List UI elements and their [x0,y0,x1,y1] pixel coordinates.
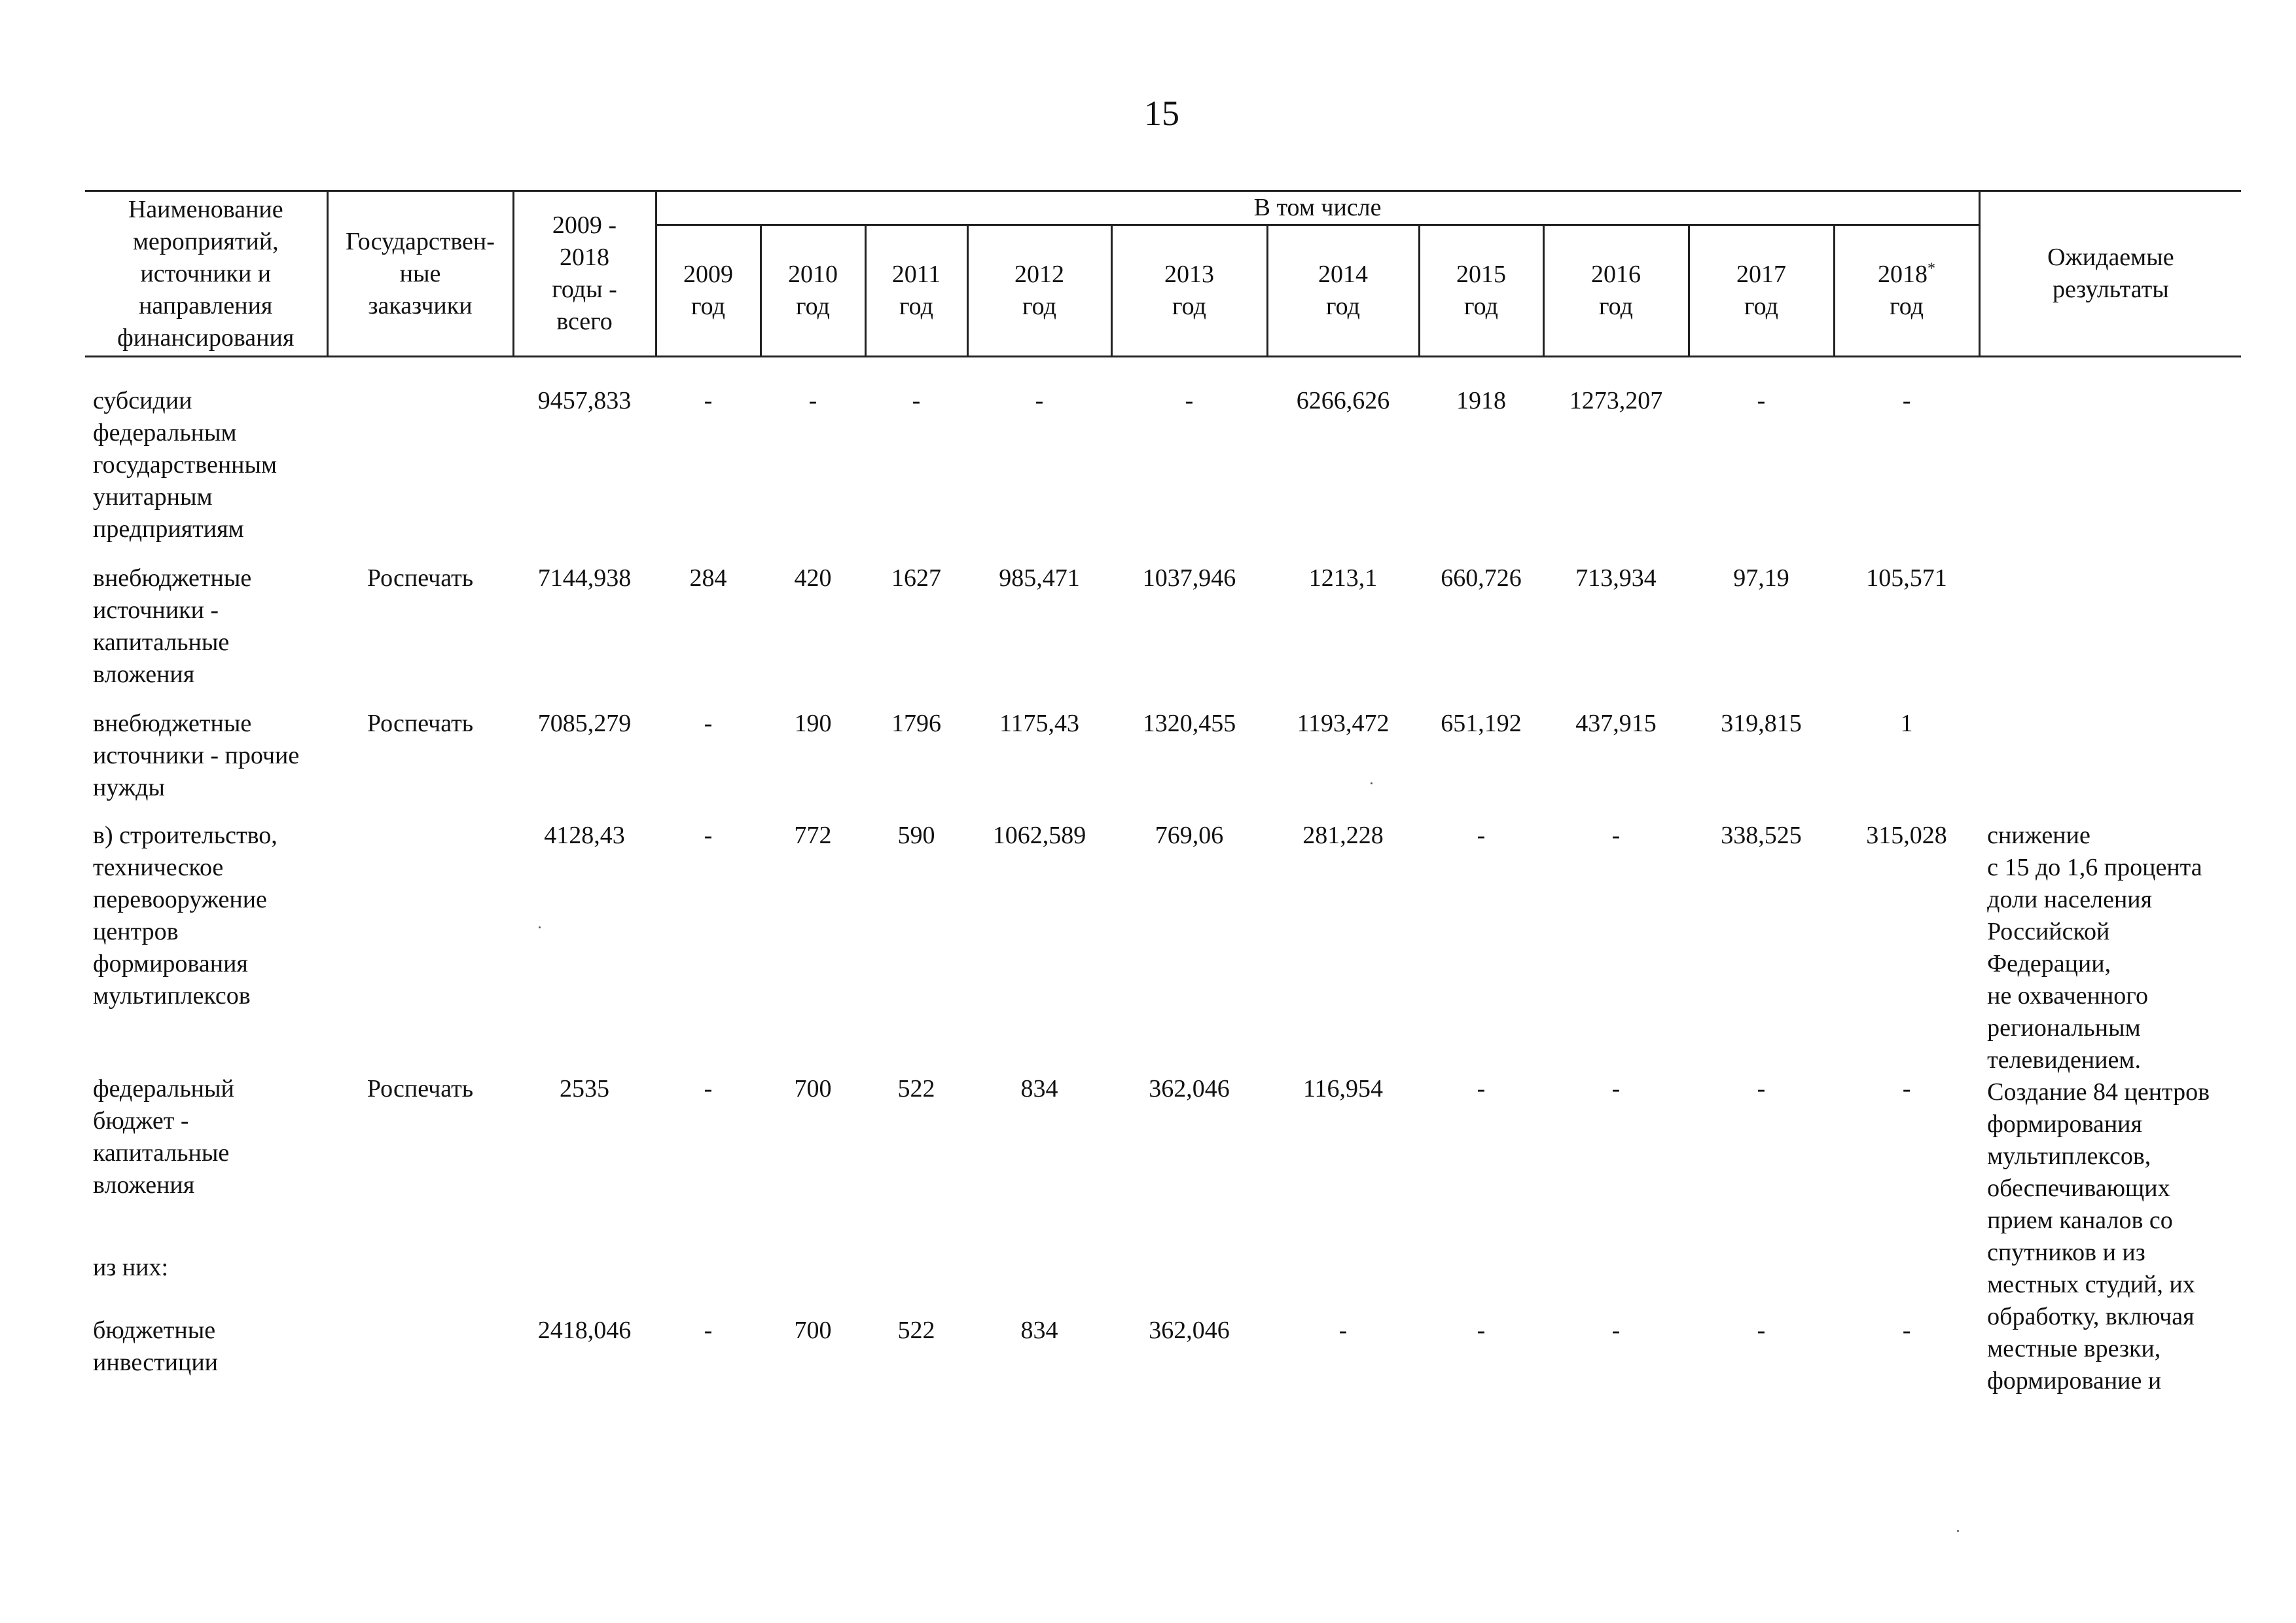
row-total: 2418,046 [537,1317,632,1345]
cell-2014: 1193,472 [1297,710,1390,737]
scan-speck [1957,1530,1959,1532]
header-year-unit: год [1464,293,1498,320]
header-year-label: 2017 [1736,261,1786,288]
header-year-label: 2010 [788,261,838,288]
cell-2014: - [1338,1317,1348,1345]
header-year-label: 2018 [1878,261,1928,288]
header-year-unit: год [899,293,933,320]
row-customer [327,1295,513,1397]
header-year-label: 2016 [1591,261,1641,288]
cell-2012: 1175,43 [999,710,1080,737]
cell-2014: 281,228 [1302,822,1384,849]
header-year-unit: год [1744,293,1778,320]
header-year-2018 [1834,225,1979,357]
results-cell [1979,691,2241,804]
cell-2009: - [704,710,713,737]
cell-2013: 1320,455 [1142,710,1236,737]
cell-2014: 6266,626 [1296,387,1390,414]
expected-result: снижение с 15 до 1,6 процента доли населения Российской Федерации, не охваченного региональным телевидением. Создание 84 центров формирования мультиплексов, обеспечивающих прием каналов со спутников и из местных студий, их обработку, включая местные врезки, формирование и [1987,822,2210,1395]
cell-2011: 1627 [891,564,941,592]
cell-2013: 362,046 [1149,1074,1230,1103]
cell-2017: - [1757,1074,1766,1103]
row-total [513,1232,656,1295]
cell-2012: 834 [1020,1074,1058,1103]
cell-2018: - [1902,1074,1911,1103]
header-year-2017 [1689,225,1834,357]
cell-2017 [1689,1232,1834,1295]
cell-2009: - [704,1317,713,1345]
header-customers [327,191,513,357]
header-results-text: Ожидаемые результаты [2047,244,2174,303]
scan-speck [539,926,541,928]
header-year-2009 [656,225,761,357]
cell-2014: 116,954 [1302,1074,1384,1103]
cell-2018: - [1902,1317,1911,1345]
header-year-2014 [1267,225,1419,357]
cell-2011: 522 [897,1317,935,1345]
row-customer [327,1232,513,1295]
cell-2012: 1062,589 [992,822,1086,849]
cell-2010: - [808,387,817,414]
header-name-text: Наименование мероприятий, источники и направления финансирования [117,195,295,352]
cell-2015: - [1477,822,1486,849]
cell-2013: 769,06 [1155,822,1224,849]
header-year-2012 [967,225,1111,357]
row-total: 2535 [560,1074,609,1103]
cell-2017: - [1757,387,1766,414]
cell-2011: - [912,387,921,414]
cell-2013: - [1185,387,1194,414]
results-cell [1979,545,2241,691]
header-row-1 [85,191,2241,225]
header-year-unit: год [796,293,830,320]
header-year-label: 2011 [891,261,941,288]
row-name: федеральный бюджет - капитальные вложения [93,1074,234,1199]
row-name: субсидии федеральным государственным унитарным предприятиям [93,387,278,543]
cell-2011: 590 [897,822,935,849]
cell-2017: 319,815 [1721,710,1802,737]
financing-table [85,190,2241,1397]
table-row [85,357,2241,546]
table-row [85,1232,2241,1295]
cell-2016: - [1611,1074,1621,1103]
cell-2011: 522 [897,1074,935,1103]
cell-2016: 713,934 [1575,564,1657,592]
row-total: 4128,43 [544,822,625,849]
header-year-label: 2013 [1164,261,1214,288]
cell-2018: 105,571 [1866,564,1947,592]
header-total-text: 2009 - 2018 годы - всего [552,211,617,335]
header-total [513,191,656,357]
cell-2016: 437,915 [1575,710,1657,737]
header-year-unit: год [1022,293,1056,320]
header-name [85,191,327,357]
header-year-label: 2009 [683,261,733,288]
header-year-label: 2014 [1318,261,1368,288]
row-customer [327,804,513,1057]
cell-2010: 700 [794,1317,832,1345]
header-year-2015 [1419,225,1543,357]
cell-2015: - [1477,1074,1486,1103]
cell-2010: 190 [794,710,832,737]
row-customer: Роспечать [367,1074,474,1103]
cell-2013: 362,046 [1149,1317,1230,1345]
table-row [85,1057,2241,1233]
cell-2015: 660,726 [1441,564,1522,592]
row-name: из них: [93,1254,169,1282]
page-number: 15 [1144,94,1179,133]
header-year-2013 [1111,225,1267,357]
table-row [85,545,2241,691]
header-year-unit: год [1326,293,1360,320]
cell-2013 [1111,1232,1267,1295]
header-year-unit: год [1599,293,1633,320]
cell-2015: - [1477,1317,1486,1345]
cell-2014: 1213,1 [1308,564,1378,592]
cell-2010: 420 [794,564,832,592]
header-year-2011 [865,225,967,357]
header-including-text: В том числе [1253,194,1382,221]
cell-2017: 338,525 [1721,822,1802,849]
row-name: бюджетные инвестиции [93,1317,219,1377]
cell-2015: 651,192 [1441,710,1522,737]
cell-2009: - [704,822,713,849]
cell-2012: 834 [1020,1317,1058,1345]
cell-2009: - [704,387,713,414]
header-year-unit: год [1890,293,1924,320]
row-name: внебюджетные источники - капитальные вложения [93,564,252,688]
footnote-mark: * [1928,260,1936,278]
cell-2010 [761,1232,865,1295]
header-results [1979,191,2241,357]
cell-2012 [967,1232,1111,1295]
cell-2011 [865,1232,967,1295]
table-row [85,804,2241,1057]
table-row [85,1295,2241,1397]
header-year-unit: год [1172,293,1206,320]
results-cell [1979,357,2241,546]
row-name: внебюджетные источники - прочие нужды [93,710,300,801]
header-including [656,191,1979,225]
cell-2015: 1918 [1456,387,1506,414]
cell-2015 [1419,1232,1543,1295]
table-row [85,691,2241,804]
header-customers-text: Государствен- ные заказчики [346,227,495,319]
cell-2010: 700 [794,1074,832,1103]
cell-2014 [1267,1232,1419,1295]
row-total: 7085,279 [537,710,632,737]
row-customer: Роспечать [367,710,474,737]
cell-2016: 1273,207 [1569,387,1663,414]
scan-speck [1371,782,1372,784]
row-name: в) строительство, техническое перевооружение центров формирования мультиплексов [93,822,278,1010]
row-total: 7144,938 [537,564,632,592]
cell-2011: 1796 [891,710,941,737]
cell-2018: 315,028 [1866,822,1947,849]
cell-2016 [1543,1232,1689,1295]
cell-2009: 284 [689,564,727,592]
cell-2017: 97,19 [1733,564,1789,592]
header-year-label: 2015 [1456,261,1506,288]
cell-2018: - [1902,387,1911,414]
cell-2012: - [1035,387,1044,414]
cell-2009: - [704,1074,713,1103]
row-customer [327,357,513,546]
header-year-label: 2012 [1014,261,1064,288]
header-year-2016 [1543,225,1689,357]
header-year-unit: год [691,293,725,320]
cell-2010: 772 [794,822,832,849]
row-total: 9457,833 [537,387,632,414]
cell-2016: - [1611,822,1621,849]
cell-2018: 1 [1900,710,1913,737]
header-year-2010 [761,225,865,357]
cell-2013: 1037,946 [1142,564,1236,592]
cell-2018 [1834,1232,1979,1295]
cell-2016: - [1611,1317,1621,1345]
cell-2017: - [1757,1317,1766,1345]
row-customer: Роспечать [367,564,474,592]
cell-2009 [656,1232,761,1295]
cell-2012: 985,471 [999,564,1080,592]
